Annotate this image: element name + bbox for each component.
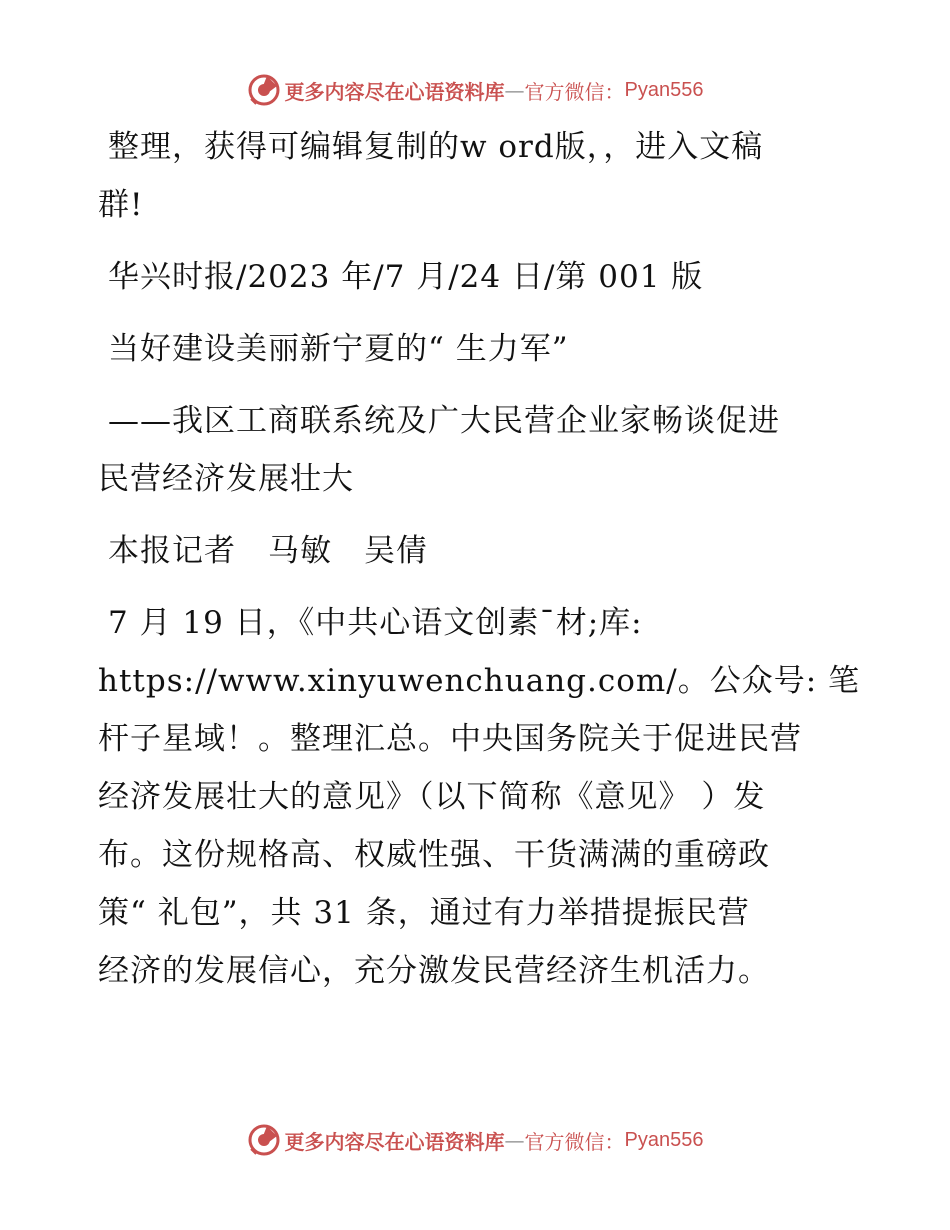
watermark-wechat-id: Pyan556 bbox=[624, 1128, 704, 1151]
watermark-wechat-label: 官方微信： bbox=[524, 79, 625, 104]
watermark-text: 更多内容尽在心语资料库 bbox=[284, 1129, 505, 1154]
intro-line-1: 整理，获得可编辑复制的w ord版，，进入文稿 bbox=[108, 129, 764, 165]
intro-line-2: 群! bbox=[98, 187, 144, 223]
watermark-separator: — bbox=[504, 78, 525, 102]
body-line-6: 策“ 礼包”，共 31 条，通过有力举措提振民营 bbox=[98, 895, 750, 931]
watermark-text: 更多内容尽在心语资料库 bbox=[284, 79, 505, 104]
watermark-separator: — bbox=[504, 1128, 525, 1152]
document-body bbox=[98, 118, 861, 1000]
body-line-4: 经济发展壮大的意见》（以下简称《意见》 ）发 bbox=[98, 779, 766, 815]
watermark-wechat-id: Pyan556 bbox=[624, 78, 704, 101]
byline: 本报记者 马敏 吴倩 bbox=[108, 533, 428, 569]
watermark-wechat-label: 官方微信： bbox=[524, 1129, 625, 1154]
body-line-3: 杆子星域！。整理汇总。中央国务院关于促进民营 bbox=[98, 721, 802, 757]
pen-logo-icon bbox=[247, 1123, 281, 1157]
article-title: 当好建设美丽新宁夏的“ 生力军” bbox=[108, 331, 569, 367]
body-line-7: 经济的发展信心，充分激发民营经济生机活力。 bbox=[98, 953, 770, 989]
body-line-5: 布。这份规格高、权威性强、干货满满的重磅政 bbox=[98, 837, 770, 873]
subtitle-line-2: 民营经济发展壮大 bbox=[98, 461, 354, 497]
body-line-1: 7 月 19 日，《中共心语文创素¯材;库: bbox=[108, 605, 643, 641]
footer-watermark bbox=[0, 1120, 950, 1160]
pen-logo-icon bbox=[247, 73, 281, 107]
subtitle-line-1: ——我区工商联系统及广大民营企业家畅谈促进 bbox=[108, 403, 780, 439]
body-line-2: https://www.xinyuwenchuang.com/。公众号: 笔 bbox=[98, 663, 861, 699]
source-line: 华兴时报/2023 年/7 月/24 日/第 001 版 bbox=[108, 259, 704, 295]
header-watermark bbox=[0, 70, 950, 110]
